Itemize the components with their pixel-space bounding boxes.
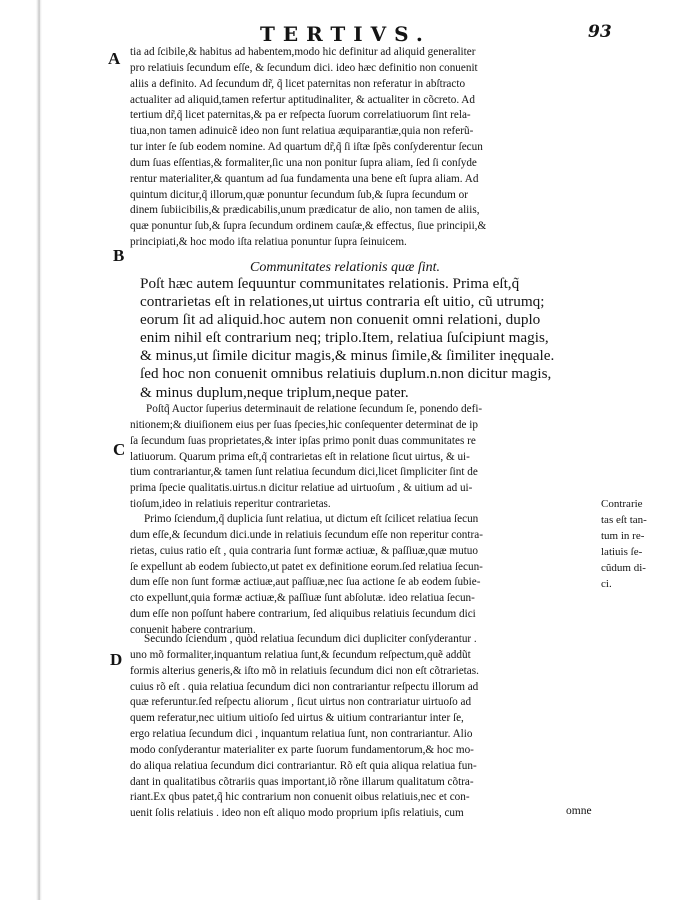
text-line: tur inter ſe ſub eodem nomine. Ad quartum dr̃,q̃ ſi iſtæ ſpẽs conſyderentur ſecun [130, 141, 483, 154]
margin-letter-a: A [108, 49, 121, 68]
text-line: Secundo ſciendum , quòd relatiua ſecundum dici dupliciter conſyderantur . [144, 633, 477, 645]
text-line: & minus,ut ſimile dicitur magis,& minus ſimile,& ſimiliter inęquale. [140, 347, 555, 365]
text-line: latiuorum. Quarum prima eſt,q̃ contrarietas eſt in relatione ſicut uirtus, & ui- [130, 450, 470, 463]
marginal-line: Contrarie [601, 498, 643, 510]
marginal-note [601, 496, 683, 592]
text-line: enim nihil eſt contrarium neq; triplo.Item, relatiua ſuſcipiunt magis, [140, 329, 549, 347]
text-line: cuius rõ eſt . quia relatiua ſecundum dici non contrariantur reſpectu illorum ad [130, 680, 479, 693]
text-line: dinem ſubiicibilis,& prædicabilis,unum prædicatur de alio, non tamen de aliis, [130, 204, 480, 217]
catchword: omne [566, 805, 592, 817]
text-line: ſed hoc non conuenit omnibus relatiuis duplum.n.non dicitur magis, [140, 365, 552, 383]
text-line: dum eſſe non ſunt formæ actiuæ,aut paſſiuæ,nec ſua actione ſe ab eodem ſubie- [130, 576, 481, 589]
text-line: eorum ſit ad aliquid.hoc autem non conuenit omni relationi, duplo [140, 311, 541, 329]
text-line: ſa ſecundum ſuas proprietates,& inter ipſas primo ponit duas communitates re [130, 434, 476, 447]
text-line: aliis a definito. Ad ſecundum dr̃, q̃ licet paternitas non referatur in abſtracto [130, 77, 466, 90]
text-line: cto expellunt,quia formæ actiuæ,& paſſiuæ ſunt abſolutæ. ideo relatiua ſecun- [130, 592, 475, 605]
commentary-paragraph-2 [130, 402, 592, 513]
text-line: dum eſſe,& ſecundum dici.unde in relatiuis ſecundum eſſe non reperitur contra- [130, 528, 483, 541]
text-line: modo conſyderantur materialiter ex parte ſuorum fundamentorum,& hoc mo- [130, 743, 474, 756]
text-line: tertium dr̃,q̃ licet paternitas,& pa er reſpecta ſuorum correlatiuorum ſint rela- [130, 109, 471, 122]
text-line: do aliqua relatiua ſecundum dici contrariantur. Rõ eſt quia aliqua relatiua fun- [130, 759, 477, 772]
page-number: 93 [588, 22, 612, 42]
text-line: principiati,& hoc modo iſta relatiua ponuntur ſupra ſeinuicem. [130, 236, 407, 249]
text-line: & minus duplum,neque triplum,neque pater. [140, 383, 409, 401]
text-line: dum ſuas eſſentias,& formaliter,ſic una non ponitur ſupra aliam, ſed ſi conſyde [130, 156, 477, 169]
text-line: quem referatur,nec uitium uitioſo ſed uirtus & uitium contrariantur inter ſe, [130, 712, 464, 725]
text-line: Primo ſciendum,q̃ duplicia ſunt relatiua, ut dictum eſt ſcilicet relatiua ſecun [144, 513, 479, 525]
text-line: tium contrariantur,& tamen ſunt relatiua ſecundum dici,licet ſimpliciter ſint de [130, 466, 478, 479]
text-line: contrarietas eſt in relationes,ut uirtus contraria eſt uitio, cũ utrumq; [140, 293, 545, 311]
text-line: actualiter ad aliquid,tamen refertur aptitudinaliter, & actualiter in cõcreto. Ad [130, 93, 475, 106]
text-line: tioſum,ideo in relatiuis reperitur contrarietas. [130, 498, 331, 511]
text-line: conuenit habere contrarium. [130, 623, 256, 636]
running-title: TERTIVS. [260, 22, 431, 46]
text-line: quæ referuntur.ſed reſpectu aliorum , ſicut uirtus non contrariatur uirtuoſo ad [130, 696, 472, 709]
text-line: pro relatiuis ſecundum eſſe, & ſecundum dici. ideo hæc definitio non conuenit [130, 61, 478, 74]
main-text-paragraph [140, 275, 593, 402]
text-line: ſe expellunt ab eodem ſubiecto,ut patet ex definitione eorum.ſed relatiua ſecun- [130, 560, 483, 573]
commentary-paragraph-1 [130, 45, 592, 251]
text-line: dant in qualitatibus cõtrariis quas important,iõ rõne illarum qualitatum cõtra- [130, 775, 474, 788]
marginal-line: tas eſt tan- [601, 514, 647, 526]
text-line: tiua,non tamen adinuicẽ ideo non ſunt relatiua æquiparantiæ,quia non referũ- [130, 125, 474, 138]
text-line: dum eſſe non poſſunt habere contrarium, ſed aliquibus relatiuis ſecundum dici [130, 608, 476, 621]
text-line: Poſtq̃ Auctor ſuperius determinauit de relatione ſecundum ſe, ponendo defi- [146, 403, 483, 415]
text-line: nitionem;& diuiſionem eius per ſuas ſpecies,hic conſequenter determinat de ip [130, 418, 478, 431]
text-line: riant.Ex qbus patet,q̃ hic contrarium non conuenit oibus relatiuis,nec et con- [130, 791, 470, 804]
text-line: uno mõ formaliter,inquantum relatiua ſunt,& ſecundum reſpectum,quẽ addũt [130, 648, 471, 661]
text-line: quintum dicitur,q̃ illorum,quæ ponuntur ſecundum ſub,& ſupra ſecundum or [130, 188, 468, 201]
margin-letter-d: D [110, 650, 123, 669]
text-line: Poſt hæc autem ſequuntur communitates relationis. Prima eſt,q̃ [140, 275, 520, 292]
marginal-line: tum in re- [601, 530, 645, 542]
commentary-paragraph-4 [130, 632, 592, 822]
margin-letter-c: C [113, 440, 126, 459]
text-line: tia ad ſcibile,& habitus ad habentem,modo hic definitur ad aliquid generaliter [130, 46, 476, 58]
marginal-line: cũdum di- [601, 562, 646, 574]
commentary-paragraph-3 [130, 512, 596, 639]
text-line: uenit ſolis relatiuis . ideo non eſt aliquo modo proprium ipſis relatiuis, cum [130, 807, 464, 820]
binding-shadow [36, 0, 42, 900]
section-heading: Communitates relationis quæ ſint. [250, 260, 441, 275]
marginal-line: latiuis ſe- [601, 546, 643, 558]
text-line: ergo relatiua ſecundum dici , inquantum relatiua ſunt, non contrariantur. Alio [130, 728, 473, 741]
text-line: prima ſpecie qualitatis.uirtus.n dicitur relatiue ad uirtuoſum , & uitium ad ui- [130, 482, 473, 495]
marginal-line: ci. [601, 578, 612, 590]
text-line: quæ ponuntur ſub,& ſupra ſecundum ordinem cauſæ,& effectus, ſiue principii,& [130, 220, 487, 233]
text-line: rietas, cuius ratio eſt , quia contraria ſunt formæ actiuæ, & paſſiuæ,quæ mutuo [130, 544, 478, 557]
margin-letter-b: B [113, 246, 125, 265]
text-line: rentur materialiter,& quantum ad ſua fundamenta una bene eſt ſupra aliam. Ad [130, 172, 479, 185]
text-line: formis alterius generis,& iſto mõ in relatiuis ſecundum dici non eſt cõtrarietas. [130, 664, 479, 677]
